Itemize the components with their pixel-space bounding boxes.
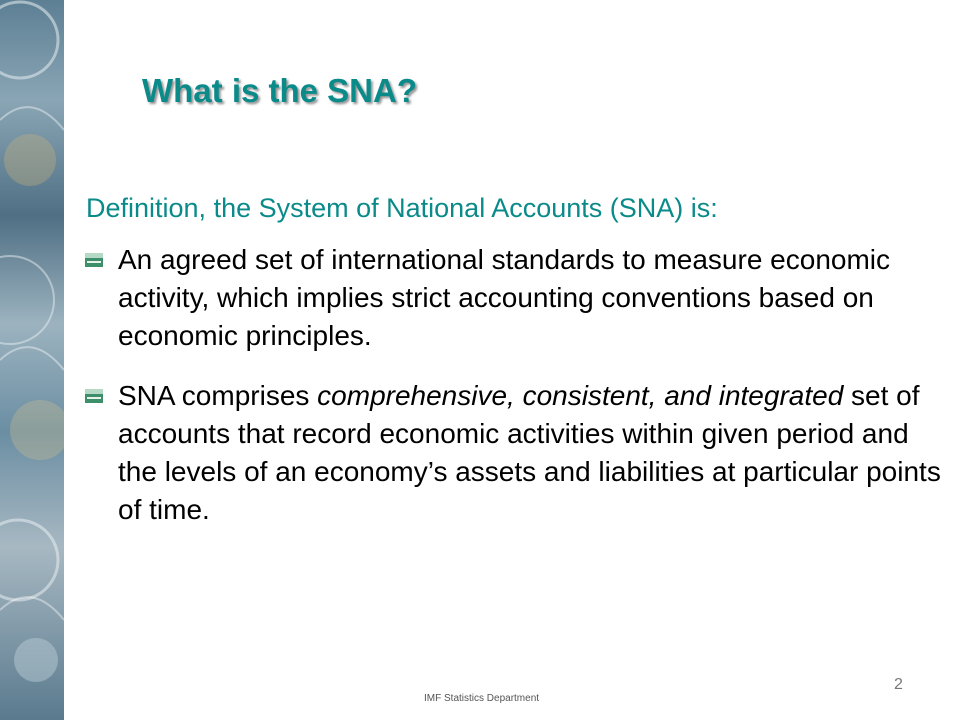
slide-title: What is the SNA? [142,72,418,109]
bullet-text-part: SNA comprises [118,380,318,411]
list-item [84,241,954,355]
bullet-icon [85,389,103,403]
page-number: 2 [894,676,903,693]
bullet-text-part: set of accounts that record economic activities within given period and the levels of an economy’s assets and liabilities at particular points of time. [118,380,941,525]
definition-heading: Definition, the System of National Accounts (SNA) is: [86,193,718,223]
bullet-text: An agreed set of international standards to measure economic activity, which implies strict accounting conventions based on economic principles. [118,244,891,351]
bullet-list [84,241,954,551]
list-item [84,377,954,529]
bullet-emphasis: comprehensive, consistent, and integrated [317,380,844,411]
decorative-side-strip [0,0,64,720]
footer-text: IMF Statistics Department [424,693,540,704]
bullet-icon [85,253,103,267]
